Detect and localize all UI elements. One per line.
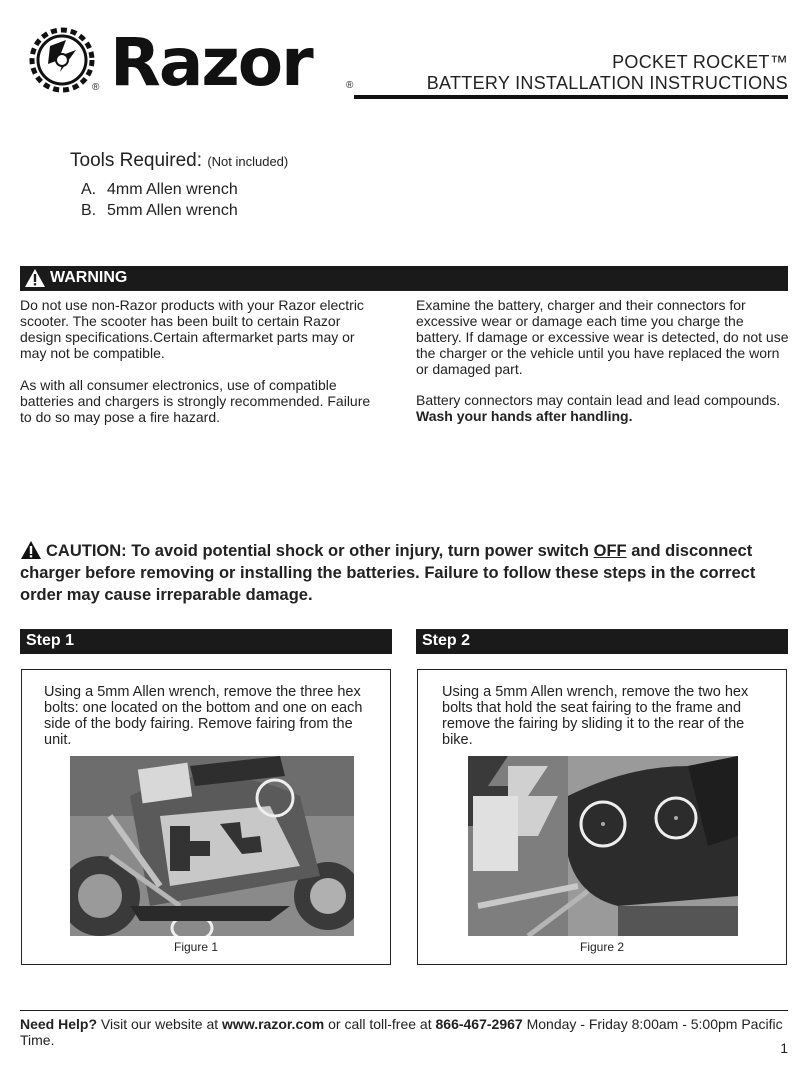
footer-text-b: or call toll-free at <box>328 1016 432 1032</box>
wash-hands-notice: Wash your hands after handling. <box>416 408 633 424</box>
document-title: BATTERY INSTALLATION INSTRUCTIONS <box>426 73 788 93</box>
step-1-title: Step 1 <box>26 632 75 649</box>
warning-right-p1: Examine the battery, charger and their connectors for excessive wear or damage each time you charge the battery. If damage or excessive wear is detected, do not use the charger or the vehicle until you have replaced the worn or damaged part. <box>416 297 789 377</box>
help-label: Need Help? <box>20 1016 98 1032</box>
caution-notice <box>20 540 788 606</box>
header-divider <box>354 95 788 99</box>
step-1-text: Using a 5mm Allen wrench, remove the three hex bolts: one located on the bottom and one on each side of the body fairing. Remove fairing from the unit. <box>44 684 363 748</box>
tool-text: 5mm Allen wrench <box>107 202 238 219</box>
figure-2-caption: Figure 2 <box>580 940 625 954</box>
warning-right-p2 <box>416 392 790 424</box>
figure-1-photo <box>70 756 354 936</box>
caution-off: OFF <box>593 542 627 560</box>
lead-notice: Battery connectors may contain lead and lead compounds. <box>416 392 781 408</box>
tool-item <box>81 181 238 199</box>
scooter-seat-fairing-image <box>468 756 738 936</box>
step-2-header <box>416 629 788 654</box>
tool-label: B. <box>81 202 97 219</box>
brand-wordmark: Razor <box>110 24 312 101</box>
footer-hours: Monday - Friday 8:00am - 5:00pm Pacific Time. <box>20 1016 783 1048</box>
tools-note: (Not included) <box>207 154 289 169</box>
footer-divider <box>20 1010 788 1011</box>
figure-1-caption: Figure 1 <box>174 940 219 954</box>
step-1-header <box>20 629 392 654</box>
tool-text: 4mm Allen wrench <box>107 181 238 198</box>
step-2-panel <box>417 669 787 965</box>
page-number: 1 <box>780 1040 788 1056</box>
caution-label: CAUTION: <box>46 542 127 560</box>
product-title: POCKET ROCKET™ <box>612 52 788 72</box>
warning-title: WARNING <box>50 269 128 286</box>
caution-text-a: To avoid potential shock or other injury, turn power switch <box>131 542 590 560</box>
tool-label: A. <box>81 181 97 198</box>
step-2-text: Using a 5mm Allen wrench, remove the two hex bolts that hold the seat fairing to the frame and remove the fairing by sliding it to the rear of the bike. <box>442 684 749 748</box>
warning-left-p1: Do not use non-Razor products with your Razor electric scooter. The scooter has been built to certain Razor design specifications.Certain aftermarket parts may or may not be compatible. <box>20 297 364 361</box>
step-1-panel <box>21 669 391 965</box>
warning-icon <box>24 268 46 288</box>
tools-title: Tools Required: <box>70 150 203 171</box>
figure-2-photo <box>468 756 738 936</box>
website-link[interactable]: www.razor.com <box>222 1016 325 1032</box>
registered-mark: ® <box>346 80 354 91</box>
registered-mark: ® <box>92 82 100 93</box>
caution-text-b: and disconnect charger before removing or installing the batteries. Failure to follow these steps in the correct order may cause irreparable damage. <box>20 542 756 604</box>
scooter-side-fairing-image <box>70 756 354 936</box>
phone-number: 866-467-2967 <box>435 1016 523 1032</box>
step-2-title: Step 2 <box>422 632 471 649</box>
footer-help <box>20 1016 788 1048</box>
caution-icon <box>20 540 42 560</box>
tools-heading <box>70 150 288 172</box>
warning-banner <box>20 266 788 291</box>
razor-logo <box>24 24 354 101</box>
tool-item <box>81 202 238 220</box>
warning-left-p2: As with all consumer electronics, use of compatible batteries and chargers is strongly recommended. Failure to do so may pose a fire hazard. <box>20 377 371 425</box>
footer-text-a: Visit our website at <box>100 1016 219 1032</box>
